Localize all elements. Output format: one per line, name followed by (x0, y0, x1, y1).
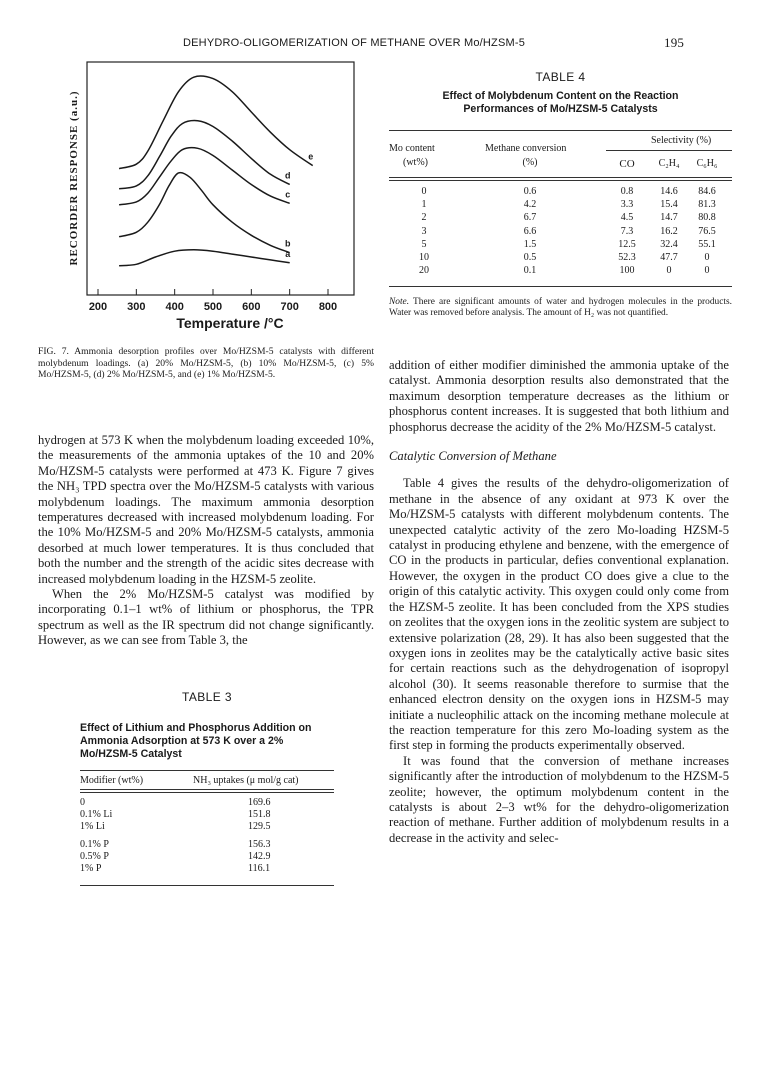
paragraph: addition of either modifier diminished the ammonia uptake of the catalyst. Ammonia desorption results also demonstrated that the maximum desorption temperature decreases as the lithium or phosphorus content increases. It is suggested that both lithium and phosphorus decrease the acidity of the 2% Mo/HZSM-5 catalyst. (389, 358, 729, 434)
paragraph: When the 2% Mo/HZSM-5 catalyst was modified by incorporating 0.1–1 wt% of lithium or phosphorus, the TPR spectrum as well as the IR spectrum did not change significantly. However, as we can see from Table 3, the (38, 587, 374, 648)
table-cell-c2h4: 47.7 (660, 252, 678, 263)
table-cell-co: 3.3 (620, 199, 634, 211)
table-cell-mo-content: 10 (419, 252, 429, 263)
table-cell-c6h6: 0 (704, 265, 710, 277)
paragraph: Table 4 gives the results of the dehydro-oligomerization of methane in the absence of any oxidant at 973 K over the Mo/HZSM-5 catalysts with different molybdenum contents. The unexpected catalytic activity of the zero Mo-loading HZSM-5 catalyst in producing ethylene and benzene, with the emergence of CO in the products in particular, defies conventional explanation. However, the oxygen in the product CO does give a clue to the origin of this catalytic activity. This oxygen could only come from the HZSM-5 zeolite. It has been concluded from the XPS studies on zeolites that the oxygen ions in the zeolitic system are subject to extensive polarization (28, 29). It has also been suggested that the oxygen ions in zeolites may be the catalytically active basic sites for certain reactions such as the dehydrogenation of isopropyl alcohol (30). It seems reasonable therefore to surmise that the enhanced electron density on the oxygen ions in HZSM-5 may initiate a nucleophilic attack on the incoming methane molecule at the reaction temperature for this zero Mo-loading system as the first step in forming the products experimentally observed. (389, 476, 729, 753)
curve-label-a: a (285, 248, 291, 259)
plot-frame (87, 62, 354, 295)
table-cell-uptake: 129.5 (248, 821, 271, 832)
table-cell-mo-content: 3 (421, 225, 427, 237)
table-cell-mo-content: 1 (421, 199, 427, 211)
curve-labels (285, 152, 313, 259)
column-header: C₂H₄ (658, 158, 680, 169)
table-4-title-line: Performances of Mo/HZSM-5 Catalysts (463, 103, 658, 115)
tpd-curve-e (119, 76, 313, 169)
caption-label: FIG. 7. (38, 346, 69, 357)
table-cell-co: 4.5 (620, 212, 634, 224)
y-axis-label: RECORDER RESPONSE (a.u.) (68, 90, 80, 266)
table-cell-uptake: 142.9 (248, 851, 271, 862)
x-tick-label: 700 (280, 301, 299, 313)
table-cell-modifier: 0.1% Li (80, 809, 113, 820)
table-rule (389, 177, 732, 178)
table-cell-modifier: 0.5% P (80, 851, 109, 862)
table-cell-mo-content: 20 (419, 265, 429, 277)
table-cell-c6h6: 0 (704, 252, 710, 263)
table-cell-modifier: 1% P (80, 863, 102, 874)
column-header: Mo content (389, 143, 435, 154)
column-header: C₆H₆ (696, 158, 718, 169)
table-cell-co: 52.3 (618, 252, 636, 263)
column-header: NH₃ uptakes (μ mol/g cat) (193, 775, 299, 786)
table-4-header (389, 131, 732, 177)
table-cell-co: 0.8 (620, 186, 634, 197)
column-header: Methane conversion (485, 143, 567, 154)
tpd-curve-a (119, 250, 290, 266)
column-header: (wt%) (403, 157, 428, 168)
x-ticks (89, 289, 337, 313)
column-header: Modifier (wt%) (80, 775, 144, 786)
table-cell-modifier: 0.1% P (80, 839, 109, 850)
table-cell-c6h6: 81.3 (698, 199, 716, 211)
table-cell-mo-content: 2 (421, 212, 427, 224)
table-cell-c2h4: 16.2 (660, 225, 678, 237)
caption-text: Ammonia desorption profiles over Mo/HZSM-5 catalysts with different molybdenum loadings. (a) 20% Mo/HZSM-5, (b) 10% Mo/HZSM-5, (c) 5% Mo/HZSM-5, (d) 2% Mo/HZSM-5, and (e) 1% Mo/HZSM-5. (38, 346, 374, 380)
table-cell-c2h4: 14.7 (660, 212, 678, 224)
table-cell-uptake: 156.3 (248, 839, 271, 850)
x-tick-label: 400 (165, 301, 184, 313)
x-tick-label: 200 (88, 301, 108, 313)
left-column-body (38, 433, 374, 649)
table-cell-c2h4: 14.6 (660, 186, 678, 197)
table-cell-uptake: 151.8 (248, 809, 271, 820)
curve-label-d: d (284, 170, 291, 181)
curve-label-b: b (284, 238, 291, 249)
table-cell-c2h4: 15.4 (660, 199, 678, 211)
table-cell-c6h6: 55.1 (698, 238, 716, 250)
table-cell-c6h6: 84.6 (698, 186, 716, 197)
table-cell-c2h4: 0 (666, 265, 672, 277)
table-3-body (80, 793, 334, 885)
table-3-header (80, 771, 334, 789)
paragraph: It was found that the conversion of methane increases significantly after the introduction of molybdenum to the HZSM-5 zeolite; however, the optimum molybdenum content in the catalysts is about 2–3 wt% for the dehydro-oligomerization reaction of methane. Further addition of molybdenum results in a decrease in the activity and selec- (389, 753, 729, 845)
x-tick-label: 500 (203, 301, 223, 313)
table-3-label: TABLE 3 (182, 690, 232, 704)
table-4-note (389, 297, 732, 319)
tpd-curve-b (119, 170, 291, 253)
column-header: (%) (522, 157, 538, 168)
table-cell-c6h6: 76.5 (698, 225, 716, 237)
table-cell-conversion: 0.6 (523, 186, 537, 197)
page-number: 195 (664, 35, 685, 50)
right-column-body (389, 358, 729, 846)
table-rule (80, 885, 334, 886)
table-4-label: TABLE 4 (535, 70, 586, 84)
table-cell-conversion: 0.1 (523, 265, 537, 277)
curve-label-c: c (285, 189, 291, 200)
table-cell-c6h6: 80.8 (698, 212, 716, 224)
paragraph: hydrogen at 573 K when the molybdenum loading exceeded 10%, the measurements of the ammonia uptakes of the 10 and 20% Mo/HZSM-5 catalysts were performed at 473 K. Figure 7 gives the NH₃ TPD spectra over the Mo/HZSM-5 catalysts with various molybdenum loadings. The maximum ammonia desorption temperatures decreased with increased molybdenum loading. For the 10% Mo/HZSM-5 and 20% Mo/HZSM-5 catalysts, ammonia desorbed at much lower temperatures. It is thus concluded that both the number and the strength of the acidic sites decrease with increased molybdenum loading in the HZSM-5 zeolite. (38, 433, 374, 586)
x-tick-label: 800 (318, 301, 338, 313)
table-cell-c2h4: 32.4 (660, 238, 678, 250)
selectivity-rule (606, 150, 732, 151)
table-cell-conversion: 0.5 (523, 252, 537, 263)
curve-label-e: e (308, 151, 314, 162)
table-cell-co: 12.5 (618, 238, 636, 250)
x-tick-label: 600 (242, 301, 261, 313)
table-cell-mo-content: 0 (421, 186, 427, 197)
table-3 (80, 690, 334, 886)
figure-caption (38, 346, 374, 381)
table-cell-conversion: 4.2 (523, 199, 537, 211)
table-4-title-line: Effect of Molybdenum Content on the Reaction (442, 90, 679, 102)
table-cell-co: 7.3 (620, 225, 634, 237)
column-header: CO (619, 158, 635, 170)
table-rule (80, 789, 334, 790)
table-4-title (389, 90, 732, 116)
table-4-body (389, 181, 732, 286)
curves (119, 76, 313, 266)
table-3-title: Effect of Lithium and Phosphorus Addition on Ammonia Adsorption at 573 K over a 2% Mo/HZSM-5 Catalyst (80, 722, 312, 760)
figure-7-chart (60, 58, 390, 358)
table-cell-uptake: 169.6 (248, 797, 271, 808)
table-cell-mo-content: 5 (421, 238, 427, 250)
section-subheading: Catalytic Conversion of Methane (389, 449, 557, 464)
table-cell-modifier: 0 (80, 797, 85, 808)
table-4 (389, 70, 732, 287)
note-text: There are significant amounts of water and hydrogen molecules in the products. Water was removed before analysis. The amount of H₂ was not quantified. (389, 297, 732, 319)
note-label: Note. (389, 297, 410, 307)
table-cell-conversion: 6.6 (523, 225, 537, 237)
x-axis-label: Temperature /°C (176, 315, 284, 331)
table-cell-conversion: 6.7 (523, 212, 537, 224)
selectivity-header: Selectivity (%) (651, 135, 712, 146)
table-rule (389, 286, 732, 287)
running-head-title: DEHYDRO-OLIGOMERIZATION OF METHANE OVER Mo/HZSM-5 (183, 37, 526, 49)
table-cell-co: 100 (619, 265, 635, 277)
table-cell-modifier: 1% Li (80, 821, 105, 832)
table-cell-conversion: 1.5 (523, 238, 537, 250)
table-cell-uptake: 116.1 (248, 863, 271, 874)
x-tick-label: 300 (127, 301, 146, 313)
